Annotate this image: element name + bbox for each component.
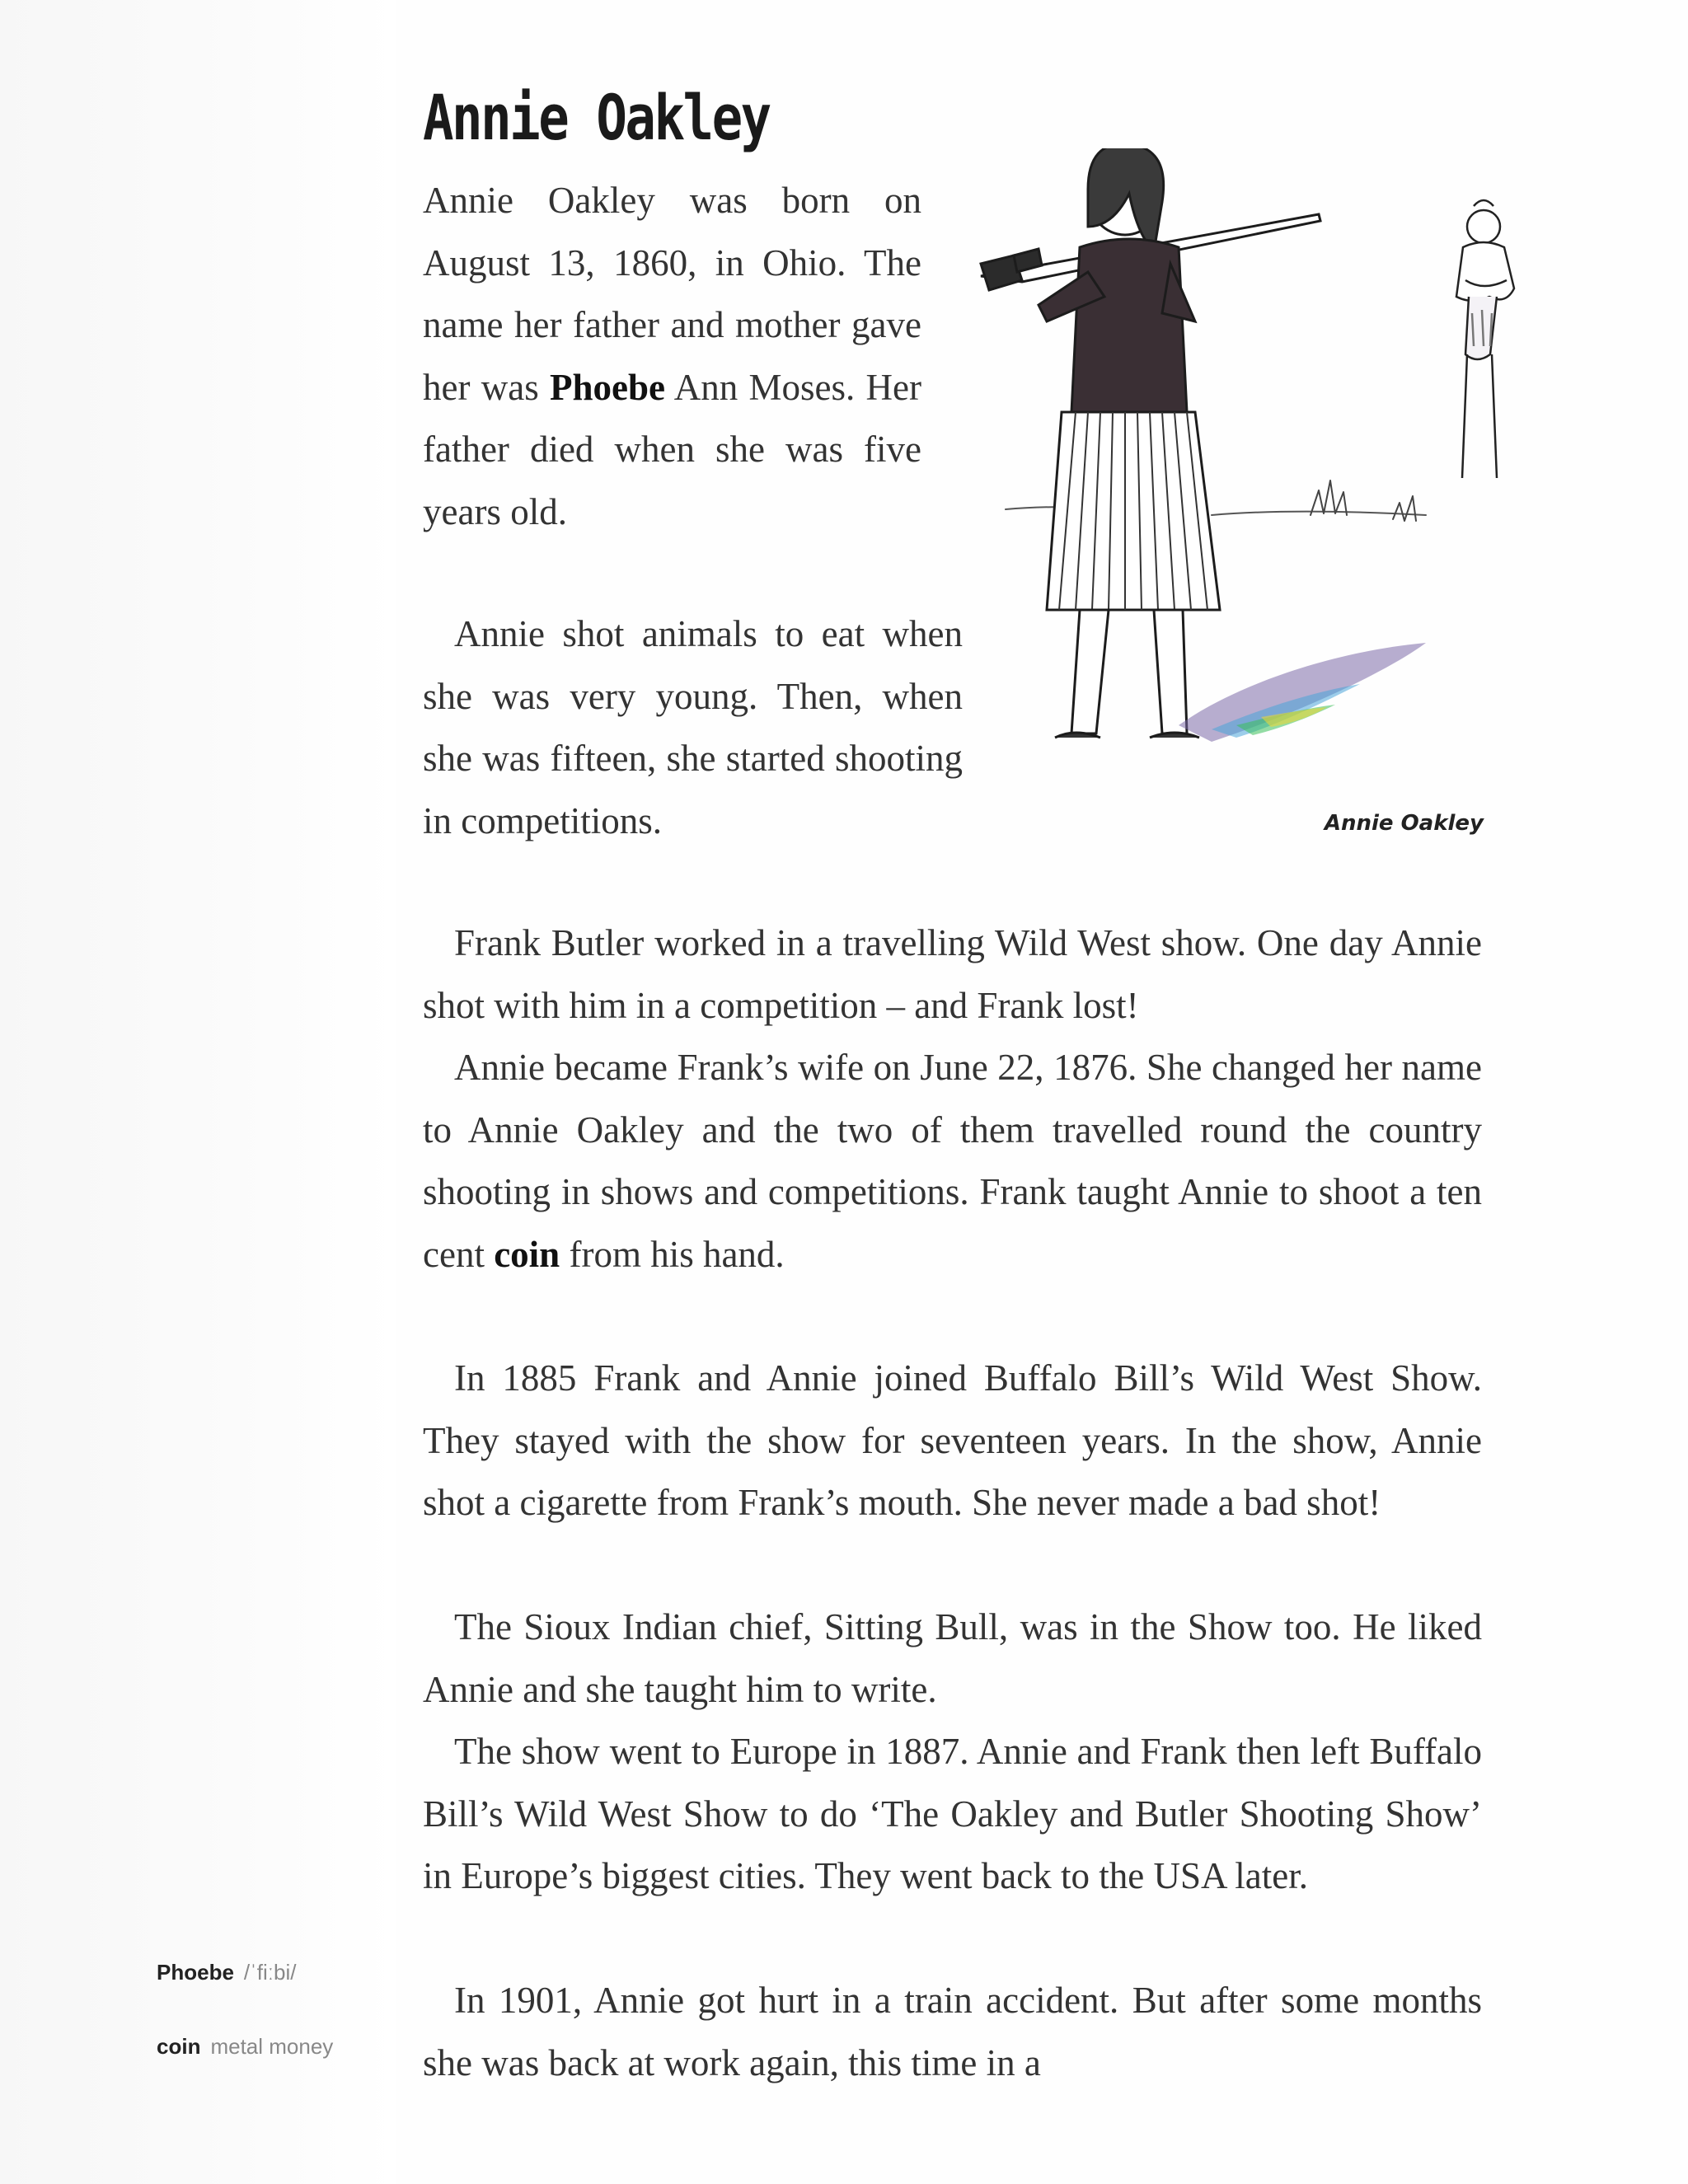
background-man <box>1456 200 1514 478</box>
page-margin-shade <box>0 0 396 2184</box>
glossary-word-phoebe: Phoebe <box>549 366 665 408</box>
annie-figure <box>981 148 1320 738</box>
glossary-term: Phoebe <box>157 1960 234 1985</box>
paragraph-5: In 1885 Frank and Annie joined Buffalo Bill’s Wild West Show. They stayed with the show for seventeen years. In the show, Annie shot a cigarette from Frank’s mouth. She never made a bad shot! <box>423 1357 1482 1524</box>
paragraph-4-text-b: from his hand. <box>560 1233 785 1275</box>
paragraph-4 <box>423 1037 1482 1286</box>
paragraph-3: Frank Butler worked in a travelling Wild West show. One day Annie shot with him in a competition – and Frank lost! <box>423 922 1482 1026</box>
glossary-term: coin <box>157 2034 201 2059</box>
article-title: Annie Oakley <box>423 81 770 154</box>
glossary-definition: /ˈfiːbi/ <box>243 1960 297 1985</box>
illustration-caption: Annie Oakley <box>1324 811 1484 836</box>
paragraph-1-text-a: Annie Oakley was born on August 13, 1860, in Ohio. The name her father and mother gave her was <box>423 180 921 408</box>
paragraph-7: The show went to Europe in 1887. Annie and Frank then left Buffalo Bill’s Wild West Show to do ‘The Oakley and Butler Shooting Show’ in Europe’s biggest cities. They went back to the USA later. <box>423 1731 1482 1897</box>
paragraph-6: The Sioux Indian chief, Sitting Bull, was in the Show too. He liked Annie and she taught him to write. <box>423 1606 1482 1710</box>
glossary-entry-coin <box>157 2034 333 2060</box>
paragraph-4-text-a: Annie became Frank’s wife on June 22, 1876. She changed her name to Annie Oakley and the two of them travelled round the country shooting in shows and competitions. Frank taught Annie to shoot a ten cent <box>423 1047 1482 1275</box>
ground-shadow <box>1179 643 1426 742</box>
paragraph-8: In 1901, Annie got hurt in a train accident. But after some months she was back at work again, this time in a <box>423 1980 1482 2083</box>
glossary-entry-phoebe <box>157 1960 297 1985</box>
annie-oakley-illustration <box>964 148 1533 808</box>
glossary-definition: metal money <box>210 2034 334 2059</box>
paragraph-1-text-b: Ann Moses. Her father died when she was five years old. <box>423 366 921 532</box>
paragraph-2: Annie shot animals to eat when she was very young. Then, when she was fifteen, she started shooting in competitions. <box>423 613 963 841</box>
paragraph-1 <box>423 170 921 544</box>
glossary-word-coin: coin <box>494 1233 560 1275</box>
